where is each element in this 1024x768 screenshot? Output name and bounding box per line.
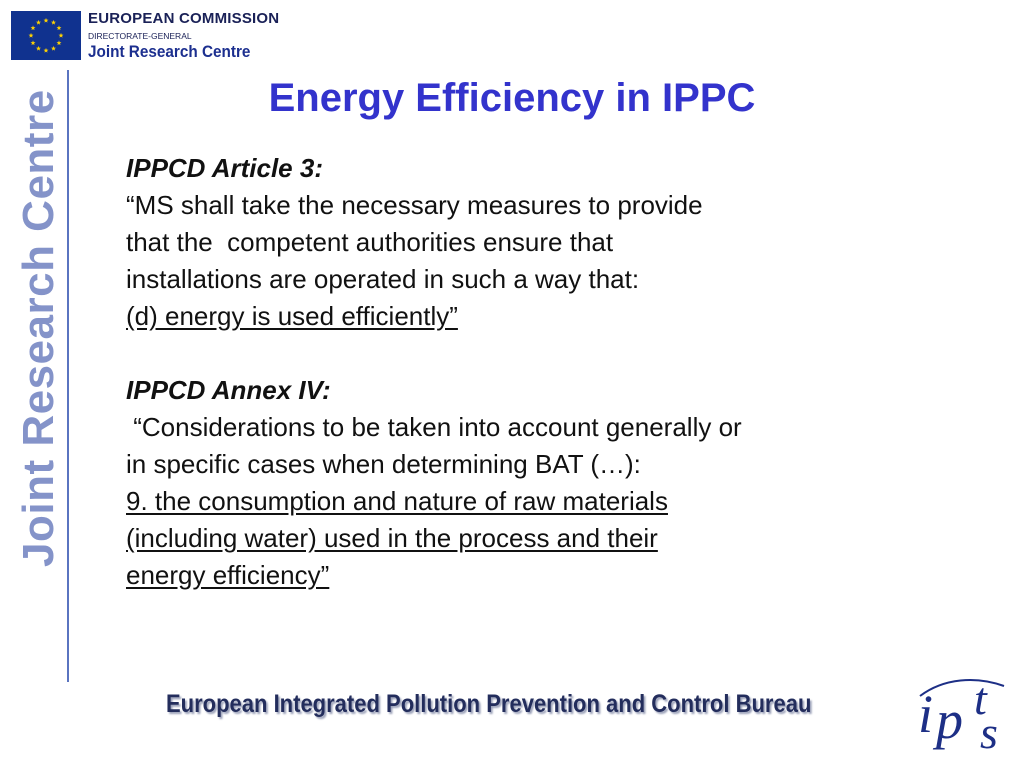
ipts-letter-p: p	[936, 690, 963, 750]
underlined-quote-line: 9. the consumption and nature of raw materials	[126, 486, 668, 516]
section-article-3	[126, 150, 956, 335]
footer-bureau-name: European Integrated Pollution Prevention and Control Bureau	[166, 690, 812, 718]
quote-line: “MS shall take the necessary measures to provide	[126, 190, 703, 220]
quote-line: installations are operated in such a way that:	[126, 264, 640, 294]
underlined-quote-line: (d) energy is used efficiently”	[126, 301, 458, 331]
jrc-label: Joint Research Centre	[88, 42, 251, 61]
sidebar-divider	[67, 70, 69, 682]
section-heading: IPPCD Article 3:	[126, 153, 323, 183]
section-heading: IPPCD Annex IV:	[126, 375, 331, 405]
underlined-quote-line: (including water) used in the process and their	[126, 523, 658, 553]
page-title: Energy Efficiency in IPPC	[268, 76, 756, 120]
quote-line: that the competent authorities ensure that	[126, 227, 614, 257]
directorate-label: DIRECTORATE-GENERAL	[88, 31, 192, 41]
sidebar-vertical-label: Joint Research Centre	[14, 89, 63, 567]
org-logo	[88, 10, 318, 66]
ipts-logo-icon	[914, 672, 1010, 756]
eu-flag-icon	[11, 11, 81, 60]
ipts-letter-i: i	[918, 684, 934, 744]
quote-line: in specific cases when determining BAT (…):	[126, 449, 641, 479]
section-annex-iv	[126, 372, 956, 594]
ipts-letter-s: s	[980, 707, 998, 756]
org-name: EUROPEAN COMMISSION	[88, 10, 280, 27]
slide-body	[126, 150, 956, 594]
quote-line: “Considerations to be taken into account generally or	[126, 412, 742, 442]
ipts-letter-t: t	[974, 673, 987, 724]
underlined-quote-line: energy efficiency”	[126, 560, 330, 590]
sidebar-branding	[14, 89, 64, 567]
